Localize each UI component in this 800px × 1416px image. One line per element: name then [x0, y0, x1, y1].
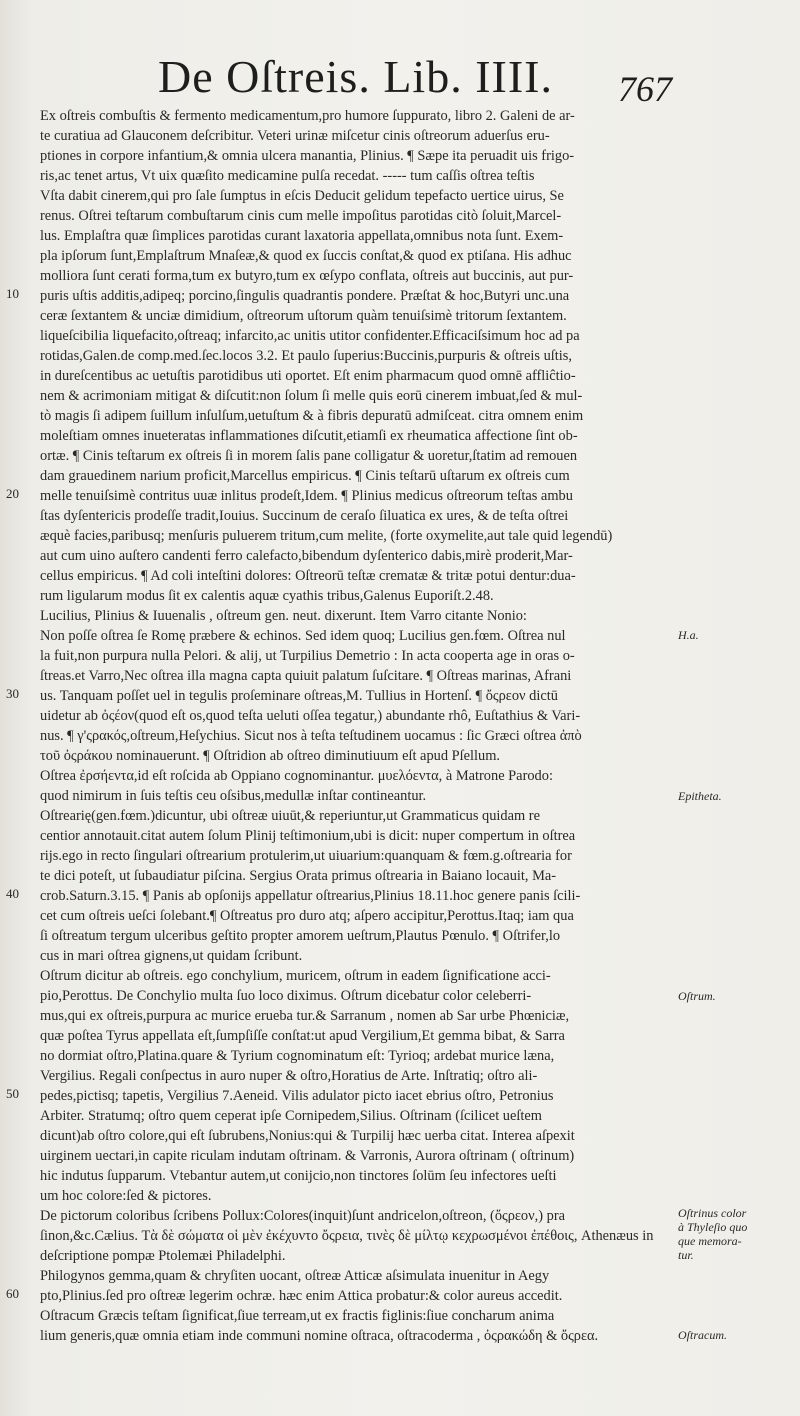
line-number: 30	[6, 686, 19, 701]
text-line: ſtreas.et Varro,Nec oſtrea illa magna capta quiuit palatum ſuſcitare. ¶ Oſtreas marinas, Afrani	[40, 668, 572, 684]
text-line: pio,Perottus. De Conchylio multa ſuo loco diximus. Oſtrum dicebatur color celeberri-	[40, 988, 532, 1004]
text-line: Philogynos gemma,quam & chryſiten uocant, oſtreæ Atticæ aſsimulata inuenitur in Aegy	[40, 1268, 550, 1284]
text-line: lium generis,quæ omnia etiam inde communi nomine oſtraca, oſtracoderma , ὀςρακώδη & ὄςρεα.	[40, 1328, 599, 1344]
text-line: la fuit,non purpura nulla Pelori. & alij, ut Turpilius Demetrio : In acta cooperta age in oras o-	[40, 648, 575, 664]
margin-note: Epitheta.	[678, 789, 722, 803]
text-line: Arbiter. Stratumq; oſtro quem ceperat ipſe Cornipedem,Silius. Oſtrinam (ſcilicet ueſtem	[40, 1108, 542, 1124]
line-number: 40	[6, 886, 19, 901]
text-line: Oſtrearię(gen.fœm.)dicuntur, ubi oſtreæ uiuūt,& reperiuntur,ut Grammaticus quidam re	[40, 808, 540, 824]
page-number: 767	[618, 69, 672, 109]
text-line: pto,Plinius.ſed pro oſtreæ legerim ochræ. hæc enim Attica probatur:& color aureus accedit.	[40, 1288, 563, 1304]
text-line: Ex oſtreis combuſtis & fermento medicamentum,pro humore ſuppurato, libro 2. Galeni de ar-	[40, 108, 575, 124]
margin-note: Oſtrinus color	[678, 1206, 747, 1220]
page-header	[0, 40, 800, 110]
text-line: nus. ¶ γ'ςρακός,oſtreum,Heſychius. Sicut nos à teſta teſtudinem uocamus : ſic Græci oſtrea ἀπὸ	[40, 728, 582, 744]
text-line: ris,ac tenet artus, Vt uix quæſito medicamine pulſa recedat. ----- tum caſſis oſtrea teſtis	[40, 168, 535, 184]
text-line: Oſtrum dicitur ab oſtreis. ego conchylium, muricem, oſtrum in eadem ſignificatione acci-	[40, 968, 551, 984]
text-line: in dureſcentibus ac uetuſtis parotidibus uti oportet. Eſt enim pharmacum quod omnē affliĉtio-	[40, 368, 576, 384]
text-line: no dormiat oſtro,Platina.quare & Tyrium cognominatum eſt: Tyrioq; ardebat murice læna,	[40, 1048, 555, 1064]
text-line: hic indutus ſupparum. Vtebantur autem,ut conijcio,non tinctores ſolūm ſeu infectores ueſti	[40, 1168, 557, 1184]
text-line: quæ poſtea Tyrus appellata eſt,ſumpſiſſe conſtat:ut apud Vergilium,Et gemma bibat, & Sarra	[40, 1028, 565, 1044]
text-line: Non poſſe oſtrea ſe Romę præbere & echinos. Sed idem quoq; Lucilius gen.fœm. Oſtrea nul	[40, 628, 566, 644]
text-line	[40, 1346, 680, 1366]
text-line: te dici poteſt, ut ſubaudiatur piſcina. Sergius Orata primus oſtrearia in Baiano locauit, Ma-	[40, 868, 557, 884]
text-line: rum ligularum modus ſit ex calentis aquæ cyathis tribus,Galenus Euporiſt.2.48.	[40, 588, 494, 604]
line-number: 60	[6, 1286, 19, 1301]
text-line: deſcriptione pompæ Ptolemæi Philadelphi.	[40, 1248, 286, 1264]
text-line: liqueſcibilia liquefacito,oſtreaq; infarcito,ac unitis utitor confidenter.Efficaciſsimum hoc ad pa	[40, 328, 580, 344]
text-line: τοῦ ὀςράκου nominauerunt. ¶ Oſtridion ab oſtreo diminutiuum eſt apud Pſellum.	[40, 748, 500, 764]
text-line: uidetur ab ὀςέον(quod eſt os,quod teſta ueluti oſſea tegatur,) abundante rhô, Euſtathius & Vari-	[40, 708, 581, 724]
text-line: quod nimirum in ſuis teſtis ceu oſsibus,medullæ inſtar contineantur.	[40, 788, 427, 804]
text-line: molliora ſunt cerati forma,tum ex butyro,tum ex œſypo conflata, oſtreis aut buccinis, aut pur-	[40, 268, 574, 284]
margin-note: que memora-	[678, 1234, 742, 1248]
text-line: ptiones in corpore infantium,& omnia ulcera manantia, Plinius. ¶ Sæpe ita peruadit uis frigo-	[40, 148, 575, 164]
text-line: ſi oſtreatum tergum ulceribus geſtito propter amorem ueſtrum,Plautus Pœnulo. ¶ Oſtrifer,lo	[40, 928, 561, 944]
text-line: tò magis ſi adipem ſuillum inſulſum,uetuſtum & à fibris depuratū admiſceat. citra omnem enim	[40, 408, 584, 424]
line-number: 20	[6, 486, 19, 501]
text-line: um hoc colore:ſed & pictores.	[40, 1188, 212, 1204]
text-line: mus,qui ex oſtreis,purpura ac murice erueba tur.& Sarranum , nomen ab Sar urbe Phœniciæ,	[40, 1008, 570, 1024]
text-line: cellus empiricus. ¶ Ad coli inteſtini dolores: Oſtreorū teſtæ crematæ & tritæ potui dentur:dua-	[40, 568, 576, 584]
text-line: renus. Oſtrei teſtarum combuſtarum cinis cum melle impoſitus parotidas citò ſoluit,Marcel-	[40, 208, 562, 224]
text-line: puris uſtis additis,adipeq; porcino,ſingulis quadrantis pondere. Præſtat & hoc,Butyri unc.una	[40, 288, 570, 304]
text-line: ortæ. ¶ Cinis teſtarum ex oſtreis ſi in morem ſalis pane colligatur & uoretur,ſtatim ad remouen	[40, 448, 578, 464]
line-number: 10	[6, 286, 19, 301]
text-line: aut cum uino auſtero candenti ferro calefacto,bibendum dyſenterico dabis,mirè proderit,Mar-	[40, 548, 573, 564]
text-line: Oſtrea ἐρσήεντα,id eſt roſcida ab Oppiano cognominantur. μυελόεντα, à Matrone Parodo:	[40, 768, 553, 784]
text-line: Vſta dabit cinerem,qui pro ſale ſumptus in eſcis Deducit gelidum tepefacto uertice uirus, Se	[40, 188, 564, 204]
text-line: centior annotauit.citat autem ſolum Plinij teſtimonium,ubi is dicit: nuper compertum in oſtrea	[40, 828, 576, 844]
text-line: crob.Saturn.3.15. ¶ Panis ab opſonijs appellatur oſtrearius,Plinius 18.11.hoc genere panis ſcili-	[40, 888, 581, 904]
text-line: us. Tanquam poſſet uel in tegulis proſeminare oſtreas,M. Tullius in Hortenſ. ¶ ὄςρεον dictū	[40, 688, 558, 704]
text-line: moleſtiam omnes inueteratas inflammationes diſcutit,etiamſi ex rheumatica affectione ſint ob-	[40, 428, 578, 444]
text-line: melle tenuiſsimè contritus uuæ inlitus prodeſt,Idem. ¶ Plinius medicus oſtreorum teſtas ambu	[40, 488, 573, 504]
margin-note: tur.	[678, 1248, 694, 1262]
margin-note: à Thyleſio quo	[678, 1220, 748, 1234]
line-number: 50	[6, 1086, 19, 1101]
text-line: te curatiua ad Glauconem deſcribitur. Veteri urinæ miſcetur cinis oſtreorum aduerſus eru-	[40, 128, 550, 144]
text-line: rotidas,Galen.de comp.med.ſec.locos 3.2. Et paulo ſuperius:Buccinis,purpuris & oſtreis uſtis,	[40, 348, 572, 364]
running-title: De Oſtreis. Lib. IIII.	[158, 51, 553, 102]
text-line: lus. Emplaſtra quæ ſimplices parotidas curant laxatoria appellata,omnibus nota ſunt. Exem-	[40, 228, 564, 244]
text-line: Oſtracum Græcis teſtam ſignificat,ſiue terream,ut ex fractis figlinis:ſiue concharum anima	[40, 1308, 555, 1324]
text-line: ſtas dyſentericis prodeſſe tradit,Iouius. Succinum de ceraſo ſiluatica ex ures, & de teſta oſtrei	[40, 508, 569, 524]
text-line: æquè facies,paribusq; menſuris puluerem tritum,cum melite, (forte oxymelite,aut tale quid legendū)	[40, 528, 613, 544]
text-line: rijs.ego in recto ſingulari oſtrearium protulerim,ut uiuarium:quanquam & fœm.g.oſtrearia for	[40, 848, 572, 864]
text-line: cet cum oſtreis ueſci ſolebant.¶ Oſtreatus pro duro atq; aſpero accipitur,Perottus.Itaq; iam qua	[40, 908, 574, 924]
margin-note: Oſtracum.	[678, 1328, 727, 1342]
text-line: uirginem uectari,in capite riculam indutam oſtrinam. & Varronis, Aurora oſtrinam ( oſtrinum)	[40, 1148, 575, 1164]
text-line: nem & acrimoniam mitigat & diſcutit:non ſolum ſi melle quis eorū cinerem imbuat,ſed & mul-	[40, 388, 583, 404]
text-line: dam grauedinem narium proficit,Marcellus empiricus. ¶ Cinis teſtarū uſtarum ex oſtreis cum	[40, 468, 570, 484]
text-line: pedes,pictisq; tapetis, Vergilius 7.Aeneid. Vilis adulator picto iacet ebrius oſtro, Petronius	[40, 1088, 554, 1104]
margin-note: Oſtrum.	[678, 989, 716, 1003]
text-line: cus in mari oſtrea gignens,ut quidam ſcribunt.	[40, 948, 303, 964]
text-line: ſinon,&c.Cælius. Τὰ δὲ σώματα οἱ μὲν ἐκέχυντο ὄςρεια, τινὲς δὲ μίλτῳ κεχρωσμένοι ἐπέθοις, Athenæus in	[40, 1228, 654, 1244]
margin-note: H.a.	[678, 628, 699, 642]
text-line: pla ipſorum ſunt,Emplaſtrum Mnaſeæ,& quod ex ſuccis conſtat,& quod ex ptiſana. His adhuc	[40, 248, 572, 264]
text-line: ceræ ſextantem & unciæ dimidium, oſtreorum uſtorum quàm tenuiſsimè tritorum ſextantem.	[40, 308, 567, 324]
text-line: Lucilius, Plinius & Iuuenalis , oſtreum gen. neut. dixerunt. Item Varro citante Nonio:	[40, 608, 527, 624]
text-line: Vergilius. Regali conſpectus in auro nuper & oſtro,Horatius de Arte. Inſtratiq; oſtro ali-	[40, 1068, 538, 1084]
text-line: De pictorum coloribus ſcribens Pollux:Colores(inquit)ſunt andricelon,oſtreon, (ὄςρεον,) pra	[40, 1208, 565, 1224]
text-line: dicunt)ab oſtro colore,qui eſt ſubrubens,Nonius:qui & Turpilij hæc uerba citat. Interea aſpexit	[40, 1128, 575, 1144]
